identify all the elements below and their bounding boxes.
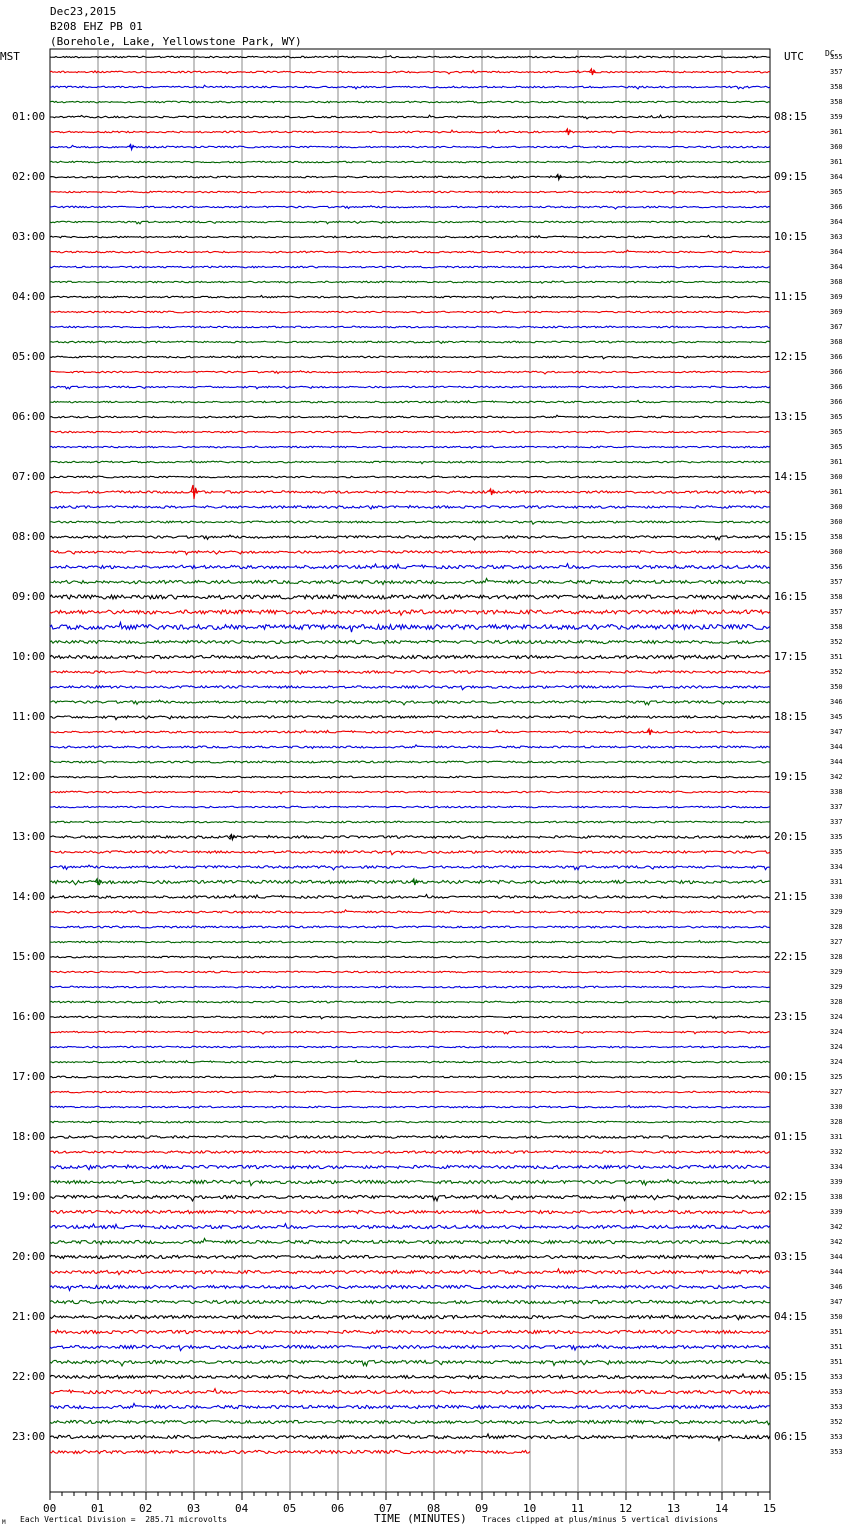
seismic-trace — [50, 235, 770, 238]
seismic-trace — [50, 986, 770, 988]
seismic-trace — [50, 115, 770, 119]
dc-offset-value: 359 — [830, 113, 843, 121]
seismic-trace — [50, 1374, 770, 1379]
seismic-trace — [50, 191, 770, 194]
dc-offset-value: 346 — [830, 698, 843, 706]
x-tick-label: 09 — [475, 1502, 489, 1515]
seismic-trace — [50, 956, 770, 959]
dc-offset-value: 328 — [830, 923, 843, 931]
dc-offset-value: 368 — [830, 278, 843, 286]
seismic-trace — [50, 250, 770, 253]
dc-offset-value: 344 — [830, 743, 843, 751]
seismic-trace — [50, 130, 770, 133]
mst-hour-label: 11:00 — [12, 710, 46, 723]
dc-offset-value: 338 — [830, 1193, 843, 1201]
dc-offset-value: 365 — [830, 188, 843, 196]
dc-offset-value: 360 — [830, 143, 843, 151]
x-tick-label: 12 — [619, 1502, 633, 1515]
dc-offset-value: 358 — [830, 98, 843, 106]
dc-offset-value: 342 — [830, 1238, 843, 1246]
seismic-trace — [50, 1121, 770, 1124]
dc-offset-value: 360 — [830, 503, 843, 511]
seismic-trace — [50, 1403, 770, 1408]
seismic-trace — [50, 1179, 770, 1185]
utc-hour-label: 10:15 — [774, 230, 808, 243]
dc-offset-value: 352 — [830, 638, 843, 646]
mst-hour-label: 02:00 — [12, 170, 46, 183]
dc-offset-value: 325 — [830, 1073, 843, 1081]
seismic-trace — [50, 835, 770, 839]
dc-offset-value: 360 — [830, 518, 843, 526]
mst-hour-label: 16:00 — [12, 1010, 46, 1023]
dc-offset-value: 331 — [830, 1133, 843, 1141]
utc-hour-label: 13:15 — [774, 410, 808, 423]
seismic-trace — [50, 564, 770, 569]
seismic-trace — [50, 1016, 770, 1019]
dc-offset-value: 361 — [830, 458, 843, 466]
seismic-trace — [50, 521, 770, 524]
dc-offset-value: 347 — [830, 1298, 843, 1306]
x-tick-label: 01 — [91, 1502, 105, 1515]
dc-offset-value: 329 — [830, 908, 843, 916]
seismic-trace — [50, 1136, 770, 1138]
seismic-trace — [50, 505, 770, 509]
event-spike — [489, 489, 495, 495]
dc-offset-value: 366 — [830, 383, 843, 391]
seismic-trace — [50, 341, 770, 343]
seismic-trace — [50, 145, 770, 147]
seismic-trace — [50, 821, 770, 823]
dc-offset-value: 365 — [830, 428, 843, 436]
dc-offset-value: 337 — [830, 818, 843, 826]
dc-offset-value: 335 — [830, 833, 843, 841]
seismic-trace — [50, 910, 770, 914]
dc-offset-value: 357 — [830, 608, 843, 616]
dc-offset-value: 329 — [830, 968, 843, 976]
utc-hour-label: 22:15 — [774, 950, 808, 963]
seismic-trace — [50, 356, 770, 359]
utc-hour-label: 14:15 — [774, 470, 808, 483]
seismic-trace — [50, 1238, 770, 1244]
seismic-trace — [50, 266, 770, 268]
x-tick-label: 11 — [571, 1502, 585, 1515]
mst-hour-label: 17:00 — [12, 1070, 46, 1083]
dc-offset-value: 332 — [830, 1148, 843, 1156]
seismic-trace — [50, 70, 770, 74]
seismic-trace — [50, 1031, 770, 1034]
seismic-trace — [50, 1151, 770, 1154]
seismic-trace — [50, 386, 770, 389]
mst-hour-label: 19:00 — [12, 1190, 46, 1203]
seismic-trace — [50, 1344, 770, 1350]
dc-offset-value: 365 — [830, 413, 843, 421]
dc-offset-value: 344 — [830, 1253, 843, 1261]
mst-hour-label: 06:00 — [12, 410, 46, 423]
dc-offset-value: 342 — [830, 773, 843, 781]
seismic-trace — [50, 1001, 770, 1003]
mst-label: MST — [0, 50, 20, 63]
dc-offset-value: 328 — [830, 953, 843, 961]
seismic-trace — [50, 1046, 770, 1048]
clip-note: Traces clipped at plus/minus 5 vertical divisions — [482, 1515, 719, 1524]
dc-offset-value: 342 — [830, 1223, 843, 1231]
dc-offset-value: 360 — [830, 548, 843, 556]
dc-offset-value: 351 — [830, 653, 843, 661]
utc-hour-label: 23:15 — [774, 1010, 808, 1023]
mst-hour-label: 05:00 — [12, 350, 46, 363]
mst-hour-label: 09:00 — [12, 590, 46, 603]
dc-label: DC — [825, 49, 835, 58]
dc-offset-value: 361 — [830, 158, 843, 166]
seismic-trace — [50, 1105, 770, 1108]
dc-offset-value: 347 — [830, 728, 843, 736]
footer-mark: M — [2, 1519, 6, 1526]
seismic-trace — [50, 1315, 770, 1319]
dc-offset-value: 339 — [830, 1178, 843, 1186]
station-code: B208 EHZ PB 01 — [50, 20, 143, 33]
seismic-trace — [50, 622, 770, 632]
x-tick-label: 07 — [379, 1502, 393, 1515]
seismic-trace — [50, 700, 770, 705]
x-axis-title: TIME (MINUTES) — [374, 1512, 467, 1525]
dc-offset-value: 330 — [830, 1103, 843, 1111]
seismic-trace — [50, 1285, 770, 1290]
mst-hour-label: 20:00 — [12, 1250, 46, 1263]
dc-offset-value: 324 — [830, 1058, 843, 1066]
mst-hour-label: 23:00 — [12, 1430, 46, 1443]
seismic-trace — [50, 431, 770, 433]
x-tick-label: 00 — [43, 1502, 57, 1515]
dc-offset-value: 353 — [830, 1388, 843, 1396]
dc-offset-value: 351 — [830, 1358, 843, 1366]
seismic-trace — [50, 1420, 770, 1424]
seismic-trace — [50, 595, 770, 599]
mst-hour-label: 08:00 — [12, 530, 46, 543]
utc-hour-label: 15:15 — [774, 530, 808, 543]
seismic-trace — [50, 460, 770, 463]
seismic-trace — [50, 101, 770, 103]
seismic-trace — [50, 745, 770, 749]
dc-offset-value: 353 — [830, 1373, 843, 1381]
dc-offset-value: 352 — [830, 1418, 843, 1426]
utc-hour-label: 19:15 — [774, 770, 808, 783]
seismic-trace — [50, 85, 770, 89]
dc-offset-value: 353 — [830, 1403, 843, 1411]
seismic-trace — [50, 415, 770, 418]
seismic-trace — [50, 761, 770, 763]
x-tick-label: 06 — [331, 1502, 345, 1515]
utc-hour-label: 11:15 — [774, 290, 808, 303]
seismic-trace — [50, 1224, 770, 1229]
dc-offset-value: 345 — [830, 713, 843, 721]
mst-hour-label: 13:00 — [12, 830, 46, 843]
seismic-trace — [50, 551, 770, 555]
dc-offset-value: 327 — [830, 1088, 843, 1096]
mst-hour-label: 21:00 — [12, 1310, 46, 1323]
utc-hour-label: 08:15 — [774, 110, 808, 123]
seismic-trace — [50, 1091, 770, 1093]
utc-hour-label: 04:15 — [774, 1310, 808, 1323]
dc-offset-value: 357 — [830, 578, 843, 586]
utc-hour-label: 05:15 — [774, 1370, 808, 1383]
dc-offset-value: 364 — [830, 248, 843, 256]
dc-offset-value: 328 — [830, 998, 843, 1006]
seismic-trace — [50, 926, 770, 928]
seismic-trace — [50, 851, 770, 855]
seismic-trace — [50, 775, 770, 778]
seismic-trace — [50, 655, 770, 659]
dc-offset-value: 366 — [830, 353, 843, 361]
seismic-trace — [50, 326, 770, 328]
seismic-trace — [50, 716, 770, 720]
dc-offset-value: 356 — [830, 563, 843, 571]
dc-offset-value: 361 — [830, 488, 843, 496]
mst-hour-label: 01:00 — [12, 110, 46, 123]
seismic-trace — [50, 1195, 770, 1201]
dc-offset-value: 324 — [830, 1013, 843, 1021]
utc-hour-label: 18:15 — [774, 710, 808, 723]
dc-offset-value: 351 — [830, 1343, 843, 1351]
seismic-trace — [50, 1360, 770, 1366]
seismic-trace — [50, 206, 770, 209]
dc-offset-value: 364 — [830, 218, 843, 226]
utc-hour-label: 20:15 — [774, 830, 808, 843]
dc-offset-value: 357 — [830, 68, 843, 76]
x-tick-label: 14 — [715, 1502, 729, 1515]
mst-hour-label: 22:00 — [12, 1370, 46, 1383]
dc-offset-value: 369 — [830, 293, 843, 301]
dc-offset-value: 361 — [830, 128, 843, 136]
mst-hour-label: 14:00 — [12, 890, 46, 903]
dc-offset-value: 365 — [830, 443, 843, 451]
dc-offset-value: 353 — [830, 1448, 843, 1456]
seismic-trace — [50, 1255, 770, 1258]
mst-hour-label: 15:00 — [12, 950, 46, 963]
seismic-trace — [50, 670, 770, 674]
x-tick-label: 10 — [523, 1502, 537, 1515]
x-tick-label: 05 — [283, 1502, 297, 1515]
dc-offset-value: 350 — [830, 683, 843, 691]
utc-hour-label: 02:15 — [774, 1190, 808, 1203]
dc-offset-value: 358 — [830, 83, 843, 91]
seismic-trace — [50, 1300, 770, 1303]
dc-offset-value: 355 — [830, 53, 843, 61]
x-tick-label: 15 — [763, 1502, 777, 1515]
dc-offset-value: 366 — [830, 203, 843, 211]
station-location: (Borehole, Lake, Yellowstone Park, WY) — [50, 35, 302, 48]
dc-offset-value: 324 — [830, 1028, 843, 1036]
utc-label: UTC — [784, 50, 804, 63]
utc-hour-label: 21:15 — [774, 890, 808, 903]
seismic-trace — [50, 865, 770, 870]
dc-offset-value: 366 — [830, 368, 843, 376]
scale-note: Each Vertical Division = 285.71 microvolts — [20, 1515, 228, 1524]
x-tick-label: 04 — [235, 1502, 249, 1515]
seismic-trace — [50, 535, 770, 540]
seismic-trace — [50, 1389, 770, 1395]
dc-offset-value: 358 — [830, 533, 843, 541]
dc-offset-value: 353 — [830, 1433, 843, 1441]
dc-offset-value: 327 — [830, 938, 843, 946]
seismic-trace — [50, 295, 770, 298]
seismic-trace — [50, 791, 770, 794]
seismic-trace — [50, 806, 770, 808]
seismic-trace — [50, 56, 770, 58]
seismic-trace — [50, 940, 770, 943]
seismic-trace — [50, 1434, 770, 1441]
dc-offset-value: 352 — [830, 668, 843, 676]
dc-offset-value: 331 — [830, 878, 843, 886]
dc-offset-value: 351 — [830, 1328, 843, 1336]
dc-offset-value: 337 — [830, 803, 843, 811]
mst-hour-label: 03:00 — [12, 230, 46, 243]
mst-hour-label: 18:00 — [12, 1130, 46, 1143]
utc-hour-label: 00:15 — [774, 1070, 808, 1083]
utc-hour-label: 12:15 — [774, 350, 808, 363]
x-tick-label: 02 — [139, 1502, 153, 1515]
seismic-trace — [50, 686, 770, 690]
dc-offset-value: 339 — [830, 1208, 843, 1216]
seismic-trace — [50, 371, 770, 374]
dc-offset-value: 360 — [830, 473, 843, 481]
seismic-trace — [50, 1330, 770, 1334]
mst-hour-label: 12:00 — [12, 770, 46, 783]
utc-hour-label: 16:15 — [774, 590, 808, 603]
seismic-trace — [50, 1210, 770, 1213]
seismic-trace — [50, 221, 770, 224]
dc-offset-value: 344 — [830, 758, 843, 766]
dc-offset-value: 364 — [830, 173, 843, 181]
utc-hour-label: 09:15 — [774, 170, 808, 183]
seismic-trace — [50, 1165, 770, 1170]
dc-offset-value: 369 — [830, 308, 843, 316]
dc-offset-value: 334 — [830, 863, 843, 871]
dc-offset-value: 367 — [830, 323, 843, 331]
seismic-trace — [50, 971, 770, 973]
dc-offset-value: 334 — [830, 1163, 843, 1171]
dc-offset-value: 338 — [830, 788, 843, 796]
seismic-trace — [50, 640, 770, 643]
dc-offset-value: 358 — [830, 623, 843, 631]
dc-offset-value: 330 — [830, 893, 843, 901]
dc-offset-value: 363 — [830, 233, 843, 241]
dc-offset-value: 329 — [830, 983, 843, 991]
dc-offset-value: 335 — [830, 848, 843, 856]
dc-offset-value: 350 — [830, 1313, 843, 1321]
seismic-trace — [50, 730, 770, 733]
x-tick-label: 13 — [667, 1502, 681, 1515]
mst-hour-label: 04:00 — [12, 290, 46, 303]
utc-hour-label: 01:15 — [774, 1130, 808, 1143]
seismic-trace — [50, 311, 770, 313]
dc-offset-value: 328 — [830, 1118, 843, 1126]
seismic-trace — [50, 400, 770, 403]
mst-hour-label: 10:00 — [12, 650, 46, 663]
plot-frame — [50, 49, 770, 1492]
seismic-trace — [50, 1060, 770, 1063]
dc-offset-value: 346 — [830, 1283, 843, 1291]
seismic-trace — [50, 880, 770, 885]
plot-date: Dec23,2015 — [50, 5, 117, 18]
seismic-trace — [50, 491, 770, 494]
seismic-trace — [50, 610, 770, 615]
dc-offset-value: 366 — [830, 398, 843, 406]
dc-offset-value: 364 — [830, 263, 843, 271]
utc-hour-label: 17:15 — [774, 650, 808, 663]
utc-hour-label: 03:15 — [774, 1250, 808, 1263]
dc-offset-value: 368 — [830, 338, 843, 346]
dc-offset-value: 358 — [830, 593, 843, 601]
seismic-trace — [50, 1075, 770, 1078]
seismic-trace — [50, 161, 770, 163]
dc-offset-value: 324 — [830, 1043, 843, 1051]
seismic-trace — [50, 281, 770, 283]
dc-offset-value: 344 — [830, 1268, 843, 1276]
seismic-trace — [50, 578, 770, 584]
seismic-trace — [50, 1269, 770, 1275]
seismic-trace — [50, 176, 770, 178]
seismic-trace — [50, 476, 770, 478]
utc-hour-label: 06:15 — [774, 1430, 808, 1443]
seismic-trace — [50, 446, 770, 448]
x-tick-label: 08 — [427, 1502, 441, 1515]
seismic-trace — [50, 894, 770, 898]
mst-hour-label: 07:00 — [12, 470, 46, 483]
x-tick-label: 03 — [187, 1502, 201, 1515]
